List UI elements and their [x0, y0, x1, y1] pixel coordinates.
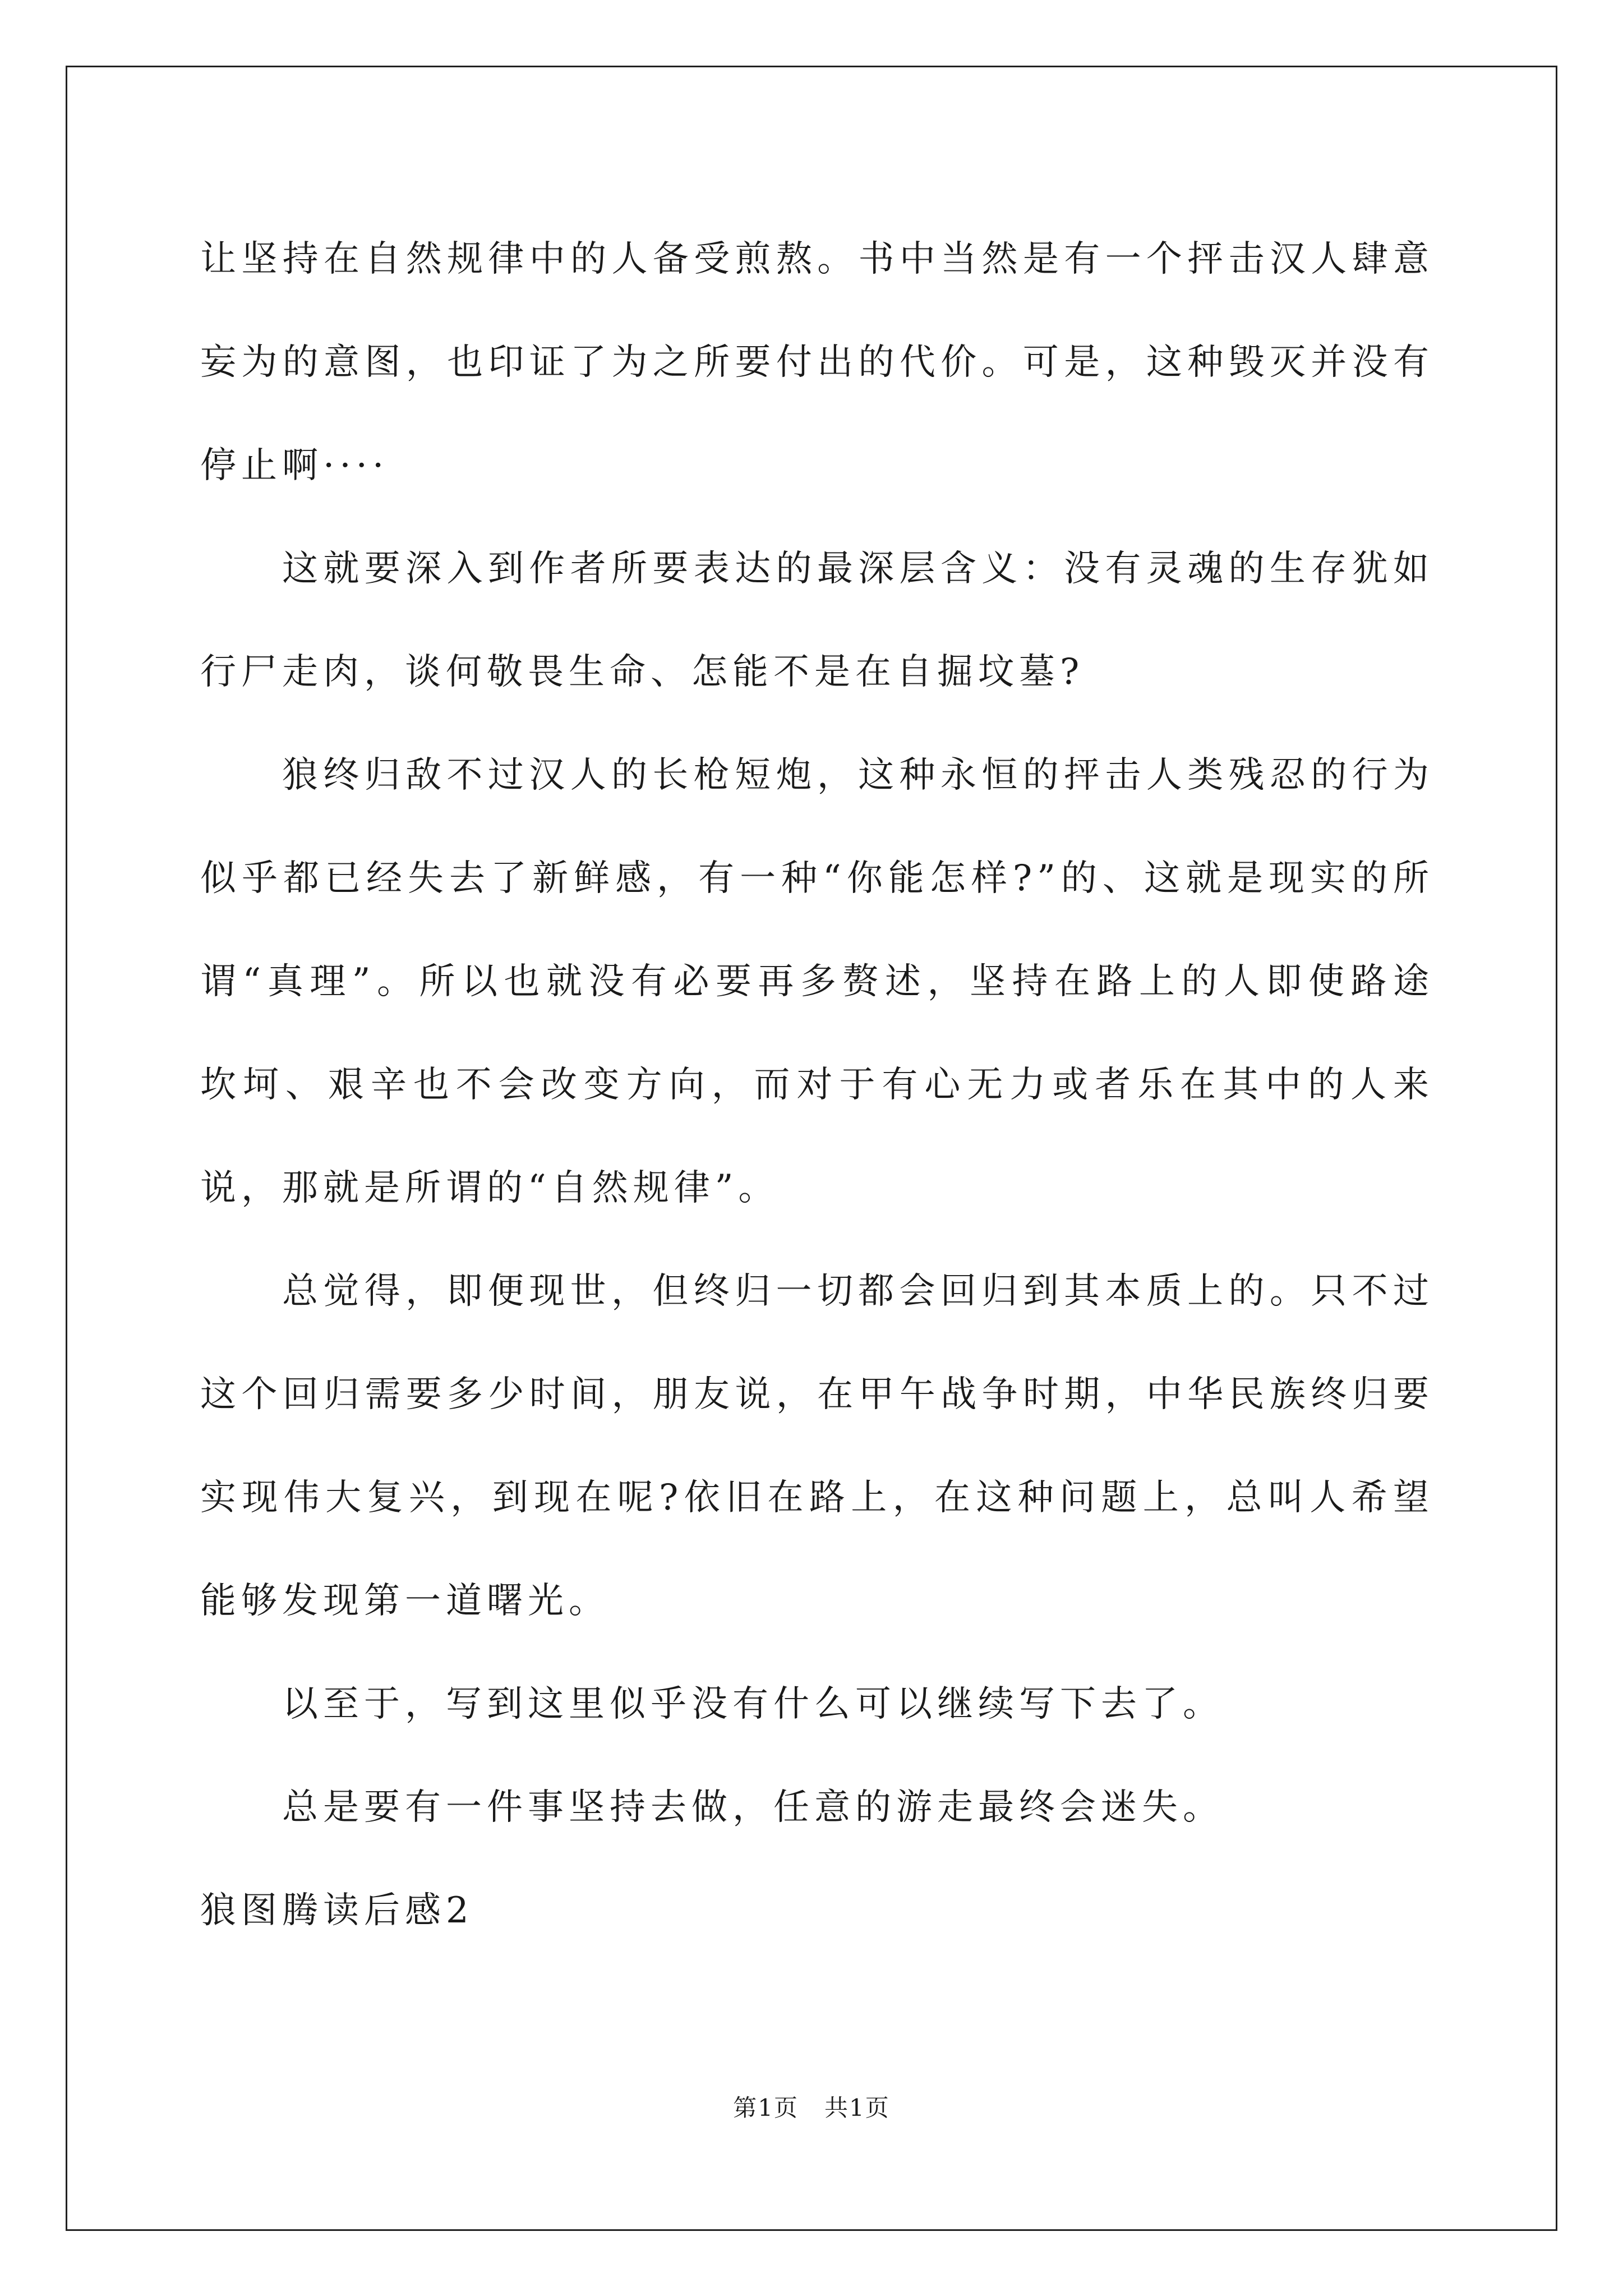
paragraph-2: 这就要深入到作者所要表达的最深层含义：没有灵魂的生存犹如行尸走肉，谈何敬畏生命、怎能不是在自掘坟墓?	[200, 548, 1434, 693]
paragraph-1: 让坚持在自然规律中的人备受煎熬。书中当然是有一个抨击汉人肆意妄为的意图，也印证了为之所要付出的代价。可是，这种毁灭并没有停止啊····	[200, 238, 1434, 486]
paragraph-5: 以至于，写到这里似乎没有什么可以继续写下去了。	[282, 1683, 1224, 1725]
paragraph-4: 总觉得，即便现世，但终归一切都会回归到其本质上的。只不过这个回归需要多少时间，朋友说，在甲午战争时期，中华民族终归要实现伟大复兴，到现在呢?依旧在路上，在这种问题上，总叫人希望能够发现第一道曙光。	[200, 1271, 1434, 1622]
paragraph-3: 狼终归敌不过汉人的长枪短炮，这种永恒的抨击人类残忍的行为似乎都已经失去了新鲜感，有一种“你能怎样?”的、这就是现实的所谓“真理”。所以也就没有必要再多赘述，坚持在路上的人即使路途坎坷、艰辛也不会改变方向，而对于有心无力或者乐在其中的人来说，那就是所谓的“自然规律”。	[200, 754, 1434, 1209]
document-body	[200, 208, 1434, 1962]
section-title: 狼图腾读后感2	[200, 1890, 474, 1931]
paragraph-6: 总是要有一件事坚持去做，任意的游走最终会迷失。	[282, 1787, 1224, 1828]
page-footer: 第1页 共1页	[733, 2094, 890, 2122]
